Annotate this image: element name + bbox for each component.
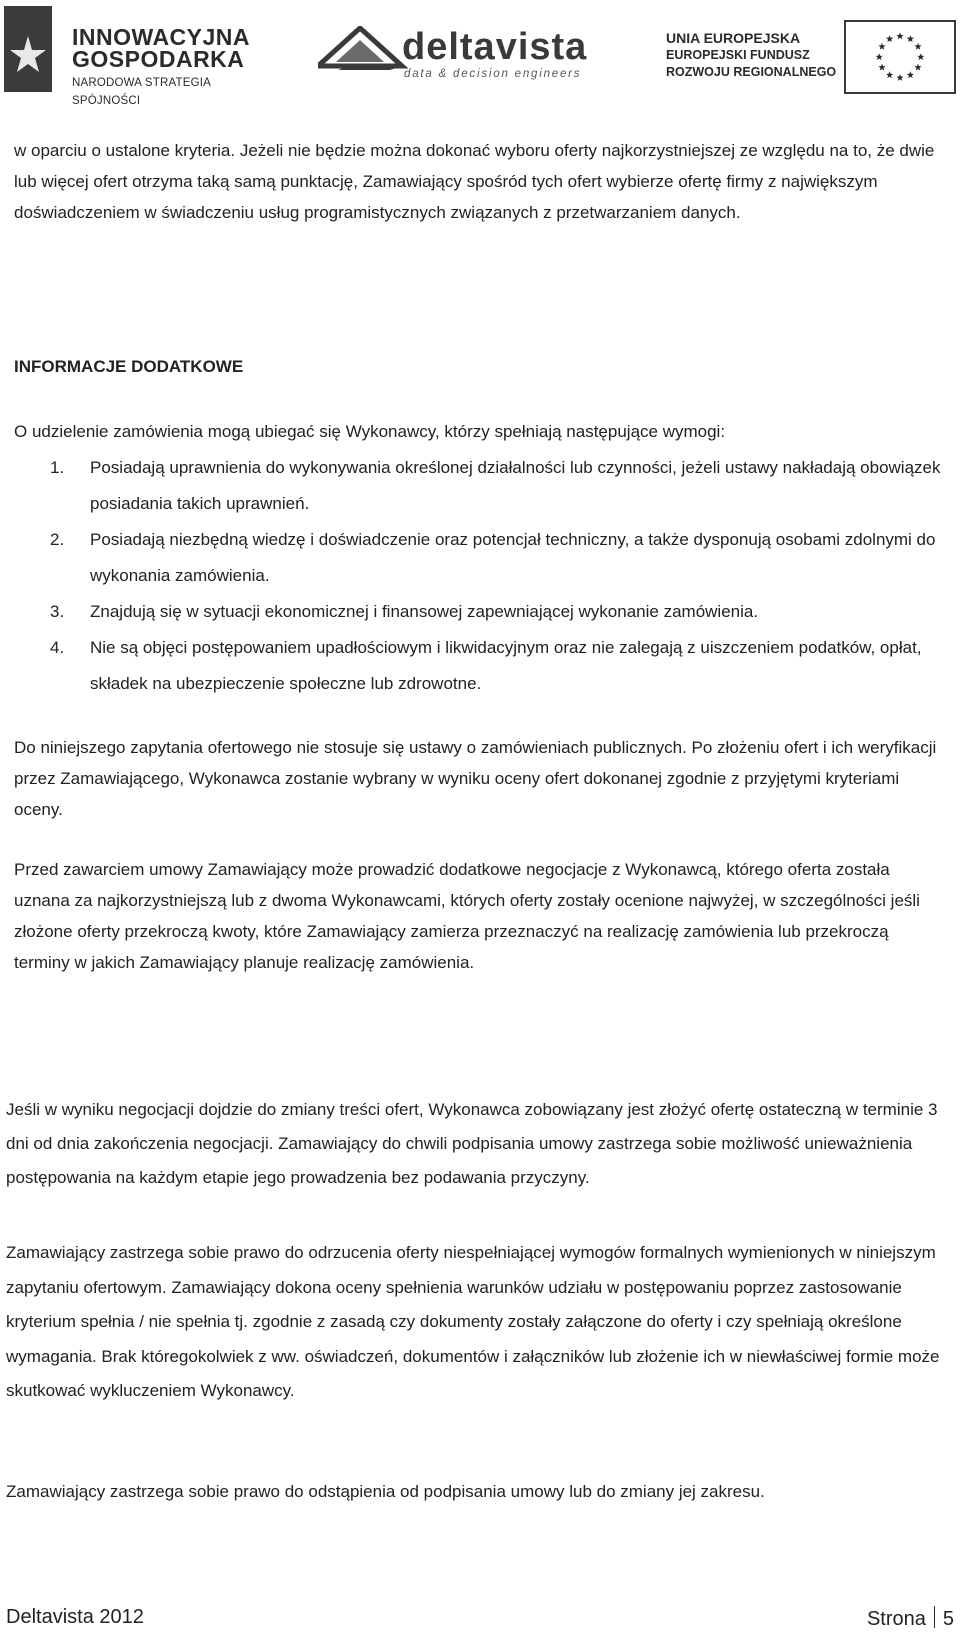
page-number	[867, 1606, 954, 1631]
eu-star-icon	[876, 53, 883, 60]
requirements-intro: O udzielenie zamówienia mogą ubiegać się Wykonawcy, którzy spełniają następujące wymogi:	[14, 422, 726, 441]
paragraph-final-offer: Jeśli w wyniku negocjacji dojdzie do zmiany treści ofert, Wykonawca zobowiązany jest złożyć ofertę ostateczną w terminie 3 dni od dnia zakończenia negocjacji. Zamawiający do chwili podpisania umowy zastrzega sobie możliwość unieważnienia postępowania na każdym etapie jego prowadzenia bez podawania przyczyny.	[6, 1100, 938, 1187]
eu-text-line-1: UNIA EUROPEJSKA	[666, 30, 801, 46]
list-item	[50, 594, 950, 630]
eu-fund-logo	[666, 24, 956, 96]
paragraph-withdrawal: Zamawiający zastrzega sobie prawo do odstąpienia od podpisania umowy lub do zmiany jej zakresu.	[6, 1482, 765, 1501]
star-emblem-icon	[4, 6, 52, 92]
list-number: 2.	[50, 530, 65, 549]
brand-tagline: data & decision engineers	[404, 68, 582, 80]
paragraph-formal-requirements: Zamawiający zastrzega sobie prawo do odrzucenia oferty niespełniającej wymogów formalnych wymienionych w niniejszym zapytaniu ofertowym. Zamawiający dokona oceny spełnienia warunków udziału w postępowaniu poprzez zastosowanie kryterium spełnia / nie spełnia tj. zgodnie z zasadą czy dokumenty zostały załączone do oferty i czy spełniają określone wymagania. Brak któregokolwiek z ww. oświadczeń, dokumentów i załączników lub złożenie ich w niewłaściwej formie może skutkować wykluczeniem Wykonawcy.	[6, 1243, 940, 1400]
eu-star-icon	[886, 35, 893, 42]
eu-star-icon	[907, 35, 914, 42]
eu-star-icon	[878, 43, 885, 50]
page-footer	[6, 1606, 954, 1634]
eu-flag-icon	[844, 20, 956, 94]
list-text: Posiadają niezbędną wiedzę i doświadczenie oraz potencjał techniczny, a także dysponują osobami zdolnymi do wykonania zamówienia.	[90, 530, 936, 585]
innowacyjna-gospodarka-logo	[4, 4, 274, 107]
eu-star-icon	[917, 53, 924, 60]
eu-star-icon	[896, 74, 903, 81]
eu-star-icon	[907, 71, 914, 78]
eu-text-line-2: EUROPEJSKI FUNDUSZ	[666, 48, 810, 62]
eu-star-icon	[896, 32, 903, 39]
list-item	[50, 522, 950, 594]
footer-company-year: Deltavista 2012	[6, 1606, 144, 1628]
paragraph-criteria: w oparciu o ustalone kryteria. Jeżeli nie będzie można dokonać wyboru oferty najkorzystniejszej ze względu na to, że dwie lub więcej ofert otrzyma taką samą punktację, Zamawiający spośród tych ofert wybierze ofertę firmy z największym doświadczeniem w świadczeniu usług programistycznych związanych z przetwarzaniem danych.	[14, 141, 935, 222]
list-text: Nie są objęci postępowaniem upadłościowym i likwidacyjnym oraz nie zalegają z uiszczeniem podatków, opłat, składek na ubezpieczenie społeczne lub zdrowotne.	[90, 638, 922, 693]
list-number: 3.	[50, 602, 65, 621]
paragraph-public-procurement: Do niniejszego zapytania ofertowego nie stosuje się ustawy o zamówieniach publicznych. Po złożeniu ofert i ich weryfikacji przez Zamawiającego, Wykonawca zostanie wybrany w wyniku oceny ofert dokonanej zgodnie z przyjętymi kryteriami oceny.	[14, 738, 937, 819]
deltavista-logo	[318, 22, 608, 82]
list-number: 1.	[50, 458, 65, 477]
requirements-list	[50, 450, 950, 702]
logo-text-line-2: GOSPODARKA	[72, 46, 245, 72]
eu-star-icon	[914, 64, 921, 71]
footer-separator	[934, 1606, 935, 1628]
page-number-value: 5	[942, 1608, 954, 1630]
page-label: Strona	[866, 1608, 926, 1630]
list-item	[50, 630, 950, 702]
logo-text-line-1: INNOWACYJNA	[72, 24, 251, 50]
eu-text-line-3: ROZWOJU REGIONALNEGO	[666, 65, 837, 79]
brand-name: deltavista	[402, 26, 588, 68]
list-item	[50, 450, 950, 522]
eu-star-icon	[886, 71, 893, 78]
list-number: 4.	[50, 638, 65, 657]
logo-subtitle: NARODOWA STRATEGIA SPÓJNOŚCI	[72, 77, 211, 107]
section-heading: INFORMACJE DODATKOWE	[14, 357, 244, 376]
list-text: Znajdują się w sytuacji ekonomicznej i finansowej zapewniającej wykonanie zamówienia.	[90, 602, 759, 621]
list-text: Posiadają uprawnienia do wykonywania określonej działalności lub czynności, jeżeli ustawy nakładają obowiązek posiadania takich uprawnień.	[90, 458, 941, 513]
delta-mark-icon	[318, 26, 408, 70]
page-header	[0, 0, 960, 107]
paragraph-negotiations: Przed zawarciem umowy Zamawiający może prowadzić dodatkowe negocjacje z Wykonawcą, którego oferta została uznana za najkorzystniejszą lub z dwoma Wykonawcami, których oferty zostały ocenione najwyżej, w szczególności jeśli złożone oferty przekroczą kwoty, które Zamawiający zamierza przeznaczyć na realizację zamówienia lub przekroczą terminy w jakich Zamawiający planuje realizację zamówienia.	[14, 860, 920, 972]
eu-star-icon	[914, 43, 921, 50]
eu-star-icon	[878, 64, 885, 71]
